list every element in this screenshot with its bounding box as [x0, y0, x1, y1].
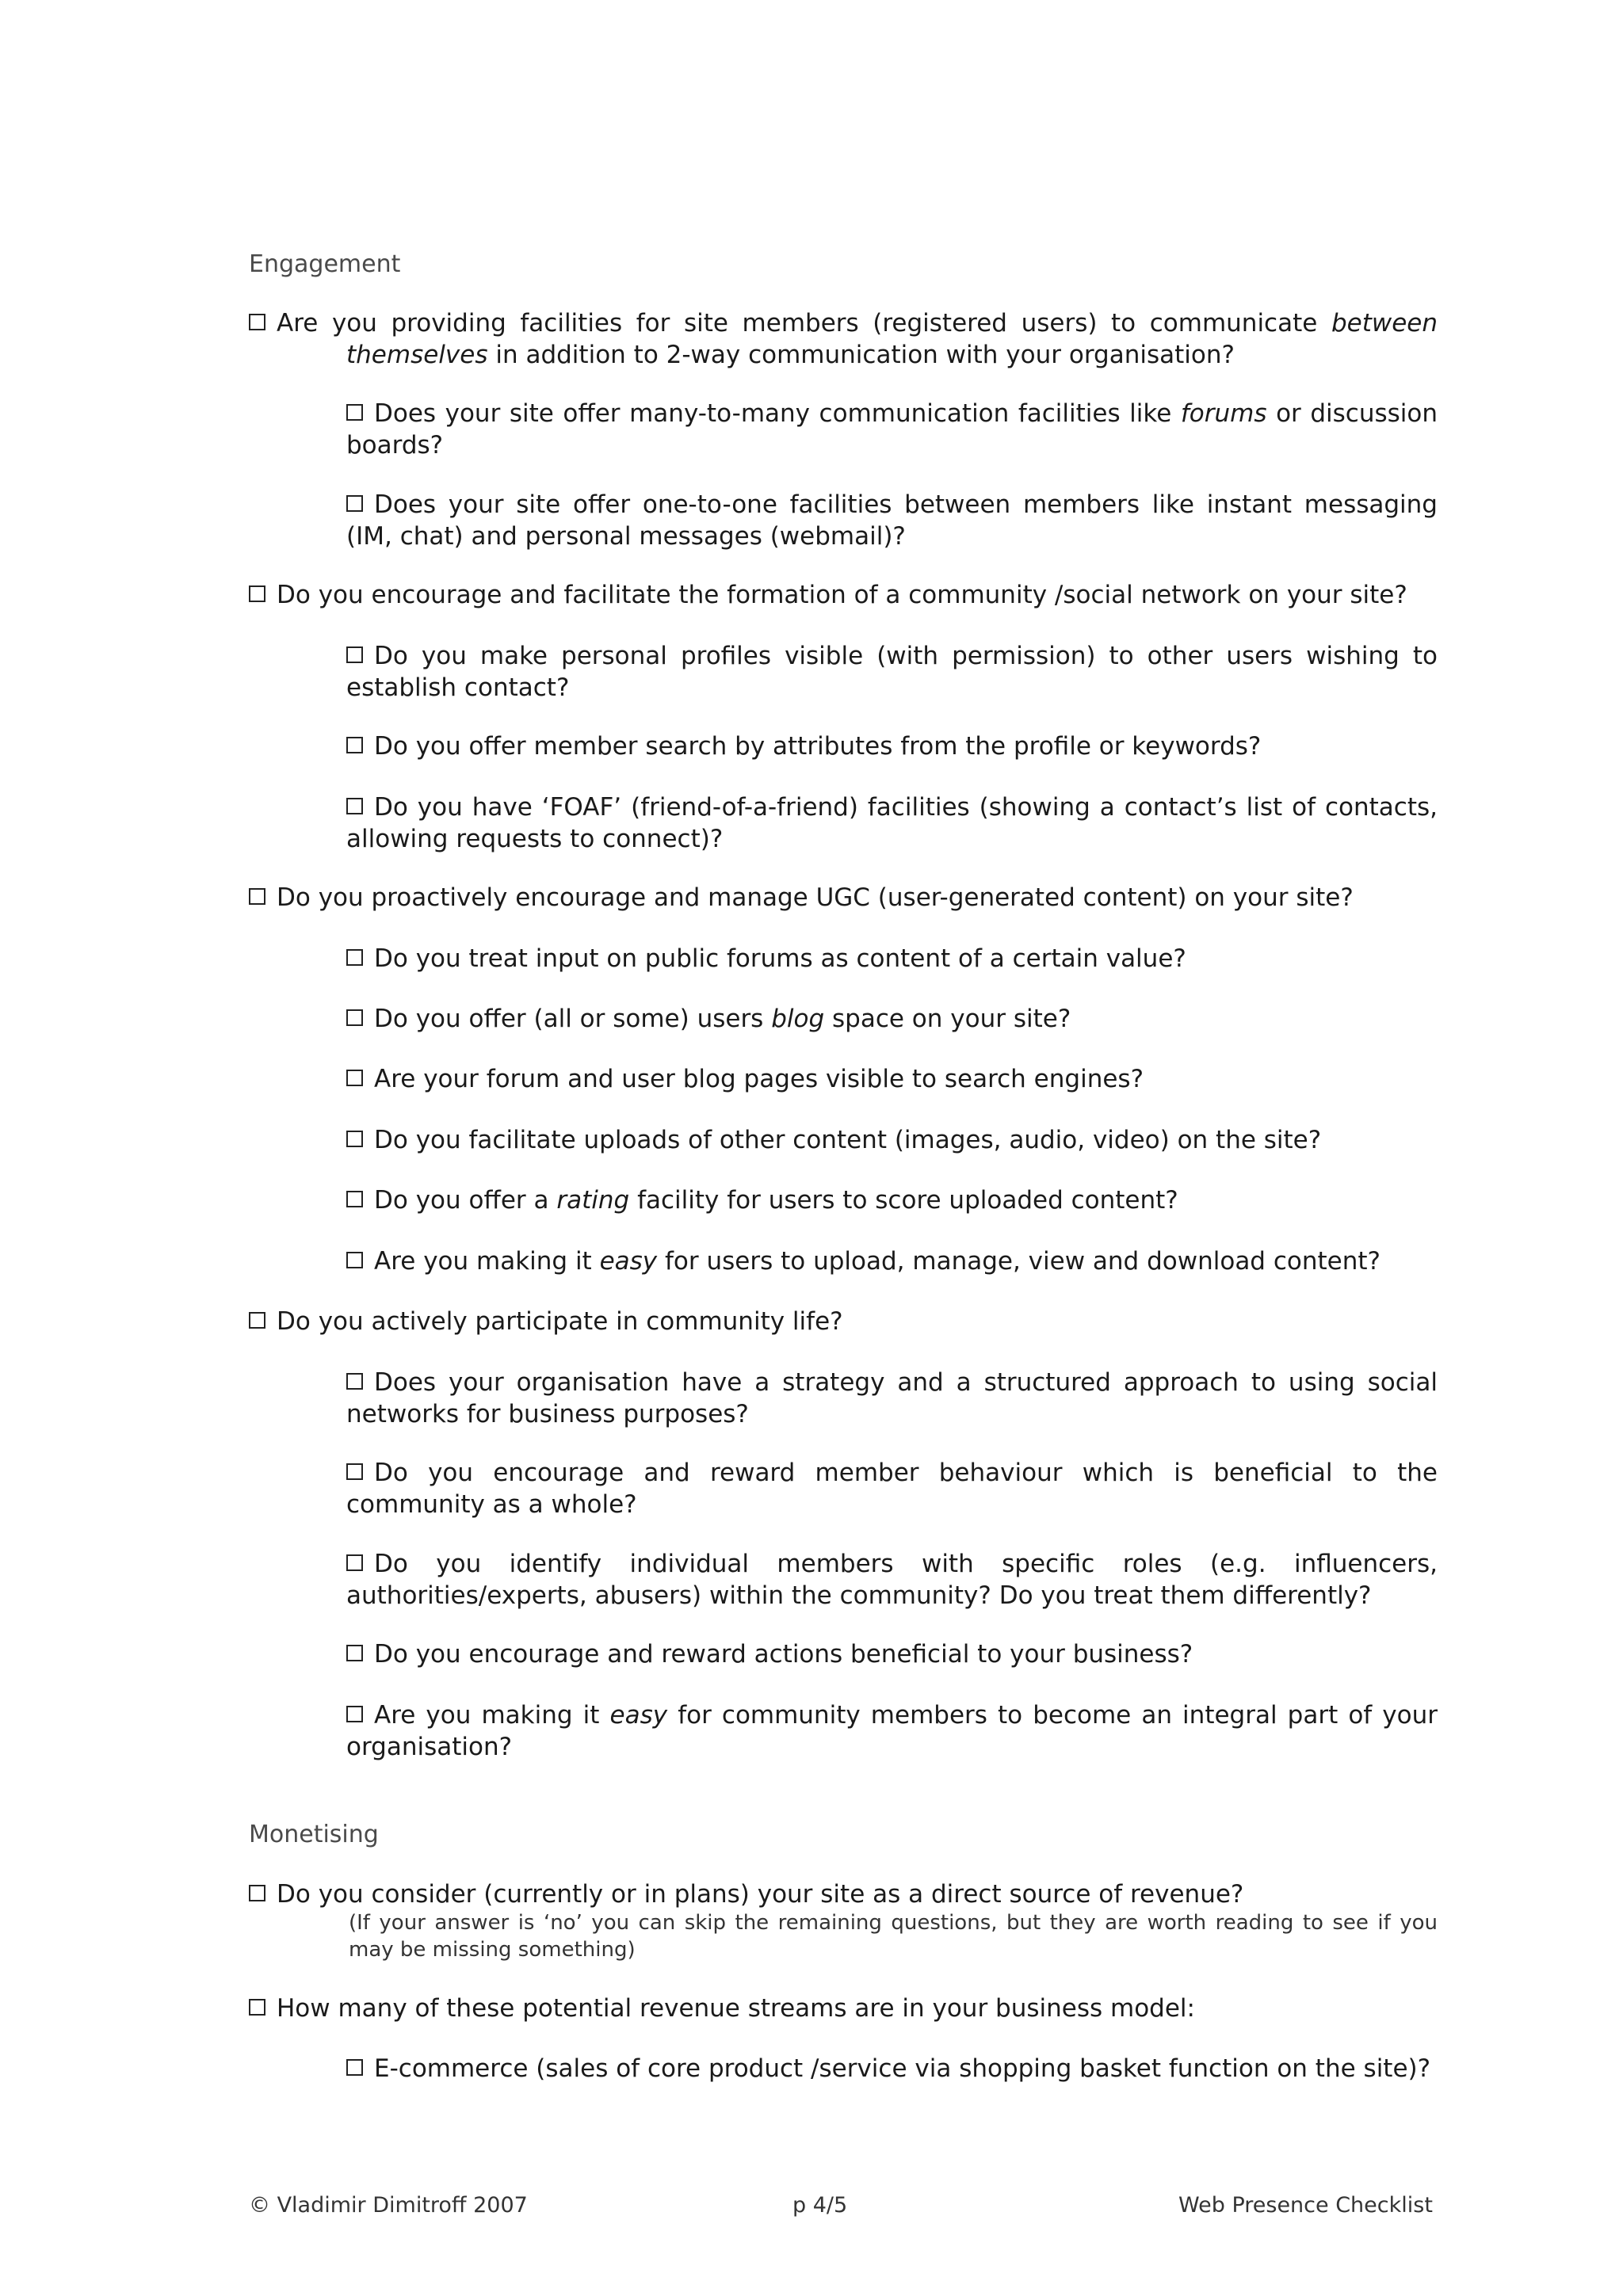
checkbox[interactable] [346, 1070, 363, 1086]
question-search-engine-visibility: Are your forum and user blog pages visible to search engines? [346, 1063, 1438, 1095]
question-foaf: Do you have ‘FOAF’ (friend-of-a-friend) facilities (showing a contact’s list of contacts, allowing requests to connect)? [346, 793, 1438, 853]
checkbox[interactable] [249, 314, 265, 330]
checkbox[interactable] [249, 888, 265, 905]
question-uploads: Do you facilitate uploads of other content (images, audio, video) on the site? [346, 1124, 1438, 1156]
checkbox[interactable] [346, 1252, 363, 1268]
question-profiles-visible: Do you make personal profiles visible (with permission) to other users wishing to establish contact? [346, 642, 1438, 702]
footer-page-number: p 4/5 [792, 2193, 848, 2218]
question-forum-input-value: Do you treat input on public forums as content of a certain value? [346, 943, 1438, 974]
checkbox[interactable] [346, 1191, 363, 1207]
checkbox[interactable] [346, 1645, 363, 1661]
checkbox[interactable] [346, 1131, 363, 1147]
question-social-strategy: Does your organisation have a strategy and a structured approach to using social networks for business purposes? [346, 1368, 1438, 1428]
question-revenue-streams: How many of these potential revenue streams are in your business model: [249, 1993, 1438, 2024]
section-heading-monetising: Monetising [249, 1821, 379, 1848]
checkbox[interactable] [249, 1999, 265, 2016]
question-revenue-source: Do you consider (currently or in plans) your site as a direct source of revenue? [249, 1878, 1438, 1910]
question-ecommerce: E-commerce (sales of core product /service via shopping basket function on the site)? [346, 2053, 1438, 2084]
footer-document-title: Web Presence Checklist [1178, 2193, 1433, 2218]
question-ugc: Do you proactively encourage and manage UGC (user-generated content) on your site? [249, 882, 1438, 913]
question-reward-actions: Do you encourage and reward actions beneficial to your business? [346, 1638, 1438, 1670]
question-integral-part: Are you making it easy for community members to become an integral part of your organisation? [346, 1701, 1438, 1761]
question-forums: Does your site offer many-to-many communication facilities like forums or discussion boards? [346, 399, 1438, 460]
checkbox[interactable] [249, 585, 265, 602]
question-blog-space: Do you offer (all or some) users blog space on your site? [346, 1003, 1438, 1035]
checkbox[interactable] [346, 1554, 363, 1571]
question-reward-behaviour: Do you encourage and reward member behaviour which is beneficial to the community as a whole? [346, 1459, 1438, 1519]
checkbox[interactable] [346, 2059, 363, 2076]
section-heading-engagement: Engagement [249, 250, 401, 278]
question-community-life: Do you actively participate in community life? [249, 1306, 1438, 1337]
footer-copyright: © Vladimir Dimitroff 2007 [249, 2193, 528, 2218]
checkbox[interactable] [346, 798, 363, 814]
checkbox[interactable] [346, 404, 363, 421]
checkbox[interactable] [346, 495, 363, 512]
revenue-note: (If your answer is ‘no’ you can skip the remaining questions, but they are worth reading to see if you may be missing something) [349, 1911, 1438, 1962]
question-easy-upload: Are you making it easy for users to upload, manage, view and download content? [346, 1245, 1438, 1277]
question-one-to-one: Does your site offer one-to-one facilities between members like instant messaging (IM, chat) and personal messages (webmail)? [346, 490, 1438, 551]
question-communication-between-members: Are you providing facilities for site members (registered users) to communicate between themselves in addition to 2-way communication with your organisation? [249, 307, 1438, 371]
checkbox[interactable] [249, 1312, 265, 1329]
checkbox[interactable] [346, 737, 363, 753]
question-community-formation: Do you encourage and facilitate the formation of a community /social network on your site? [249, 579, 1438, 611]
checkbox[interactable] [346, 1706, 363, 1722]
question-rating: Do you offer a rating facility for users to score uploaded content? [346, 1184, 1438, 1216]
checkbox[interactable] [346, 1009, 363, 1026]
checkbox[interactable] [346, 1463, 363, 1480]
checkbox[interactable] [346, 1373, 363, 1390]
checkbox[interactable] [249, 1885, 265, 1901]
question-member-roles: Do you identify individual members with specific roles (e.g. influencers, authorities/experts, abusers) within the community? Do you treat them differently? [346, 1550, 1438, 1610]
question-member-search: Do you offer member search by attributes from the profile or keywords? [346, 730, 1438, 762]
checkbox[interactable] [346, 646, 363, 663]
checkbox[interactable] [346, 949, 363, 966]
